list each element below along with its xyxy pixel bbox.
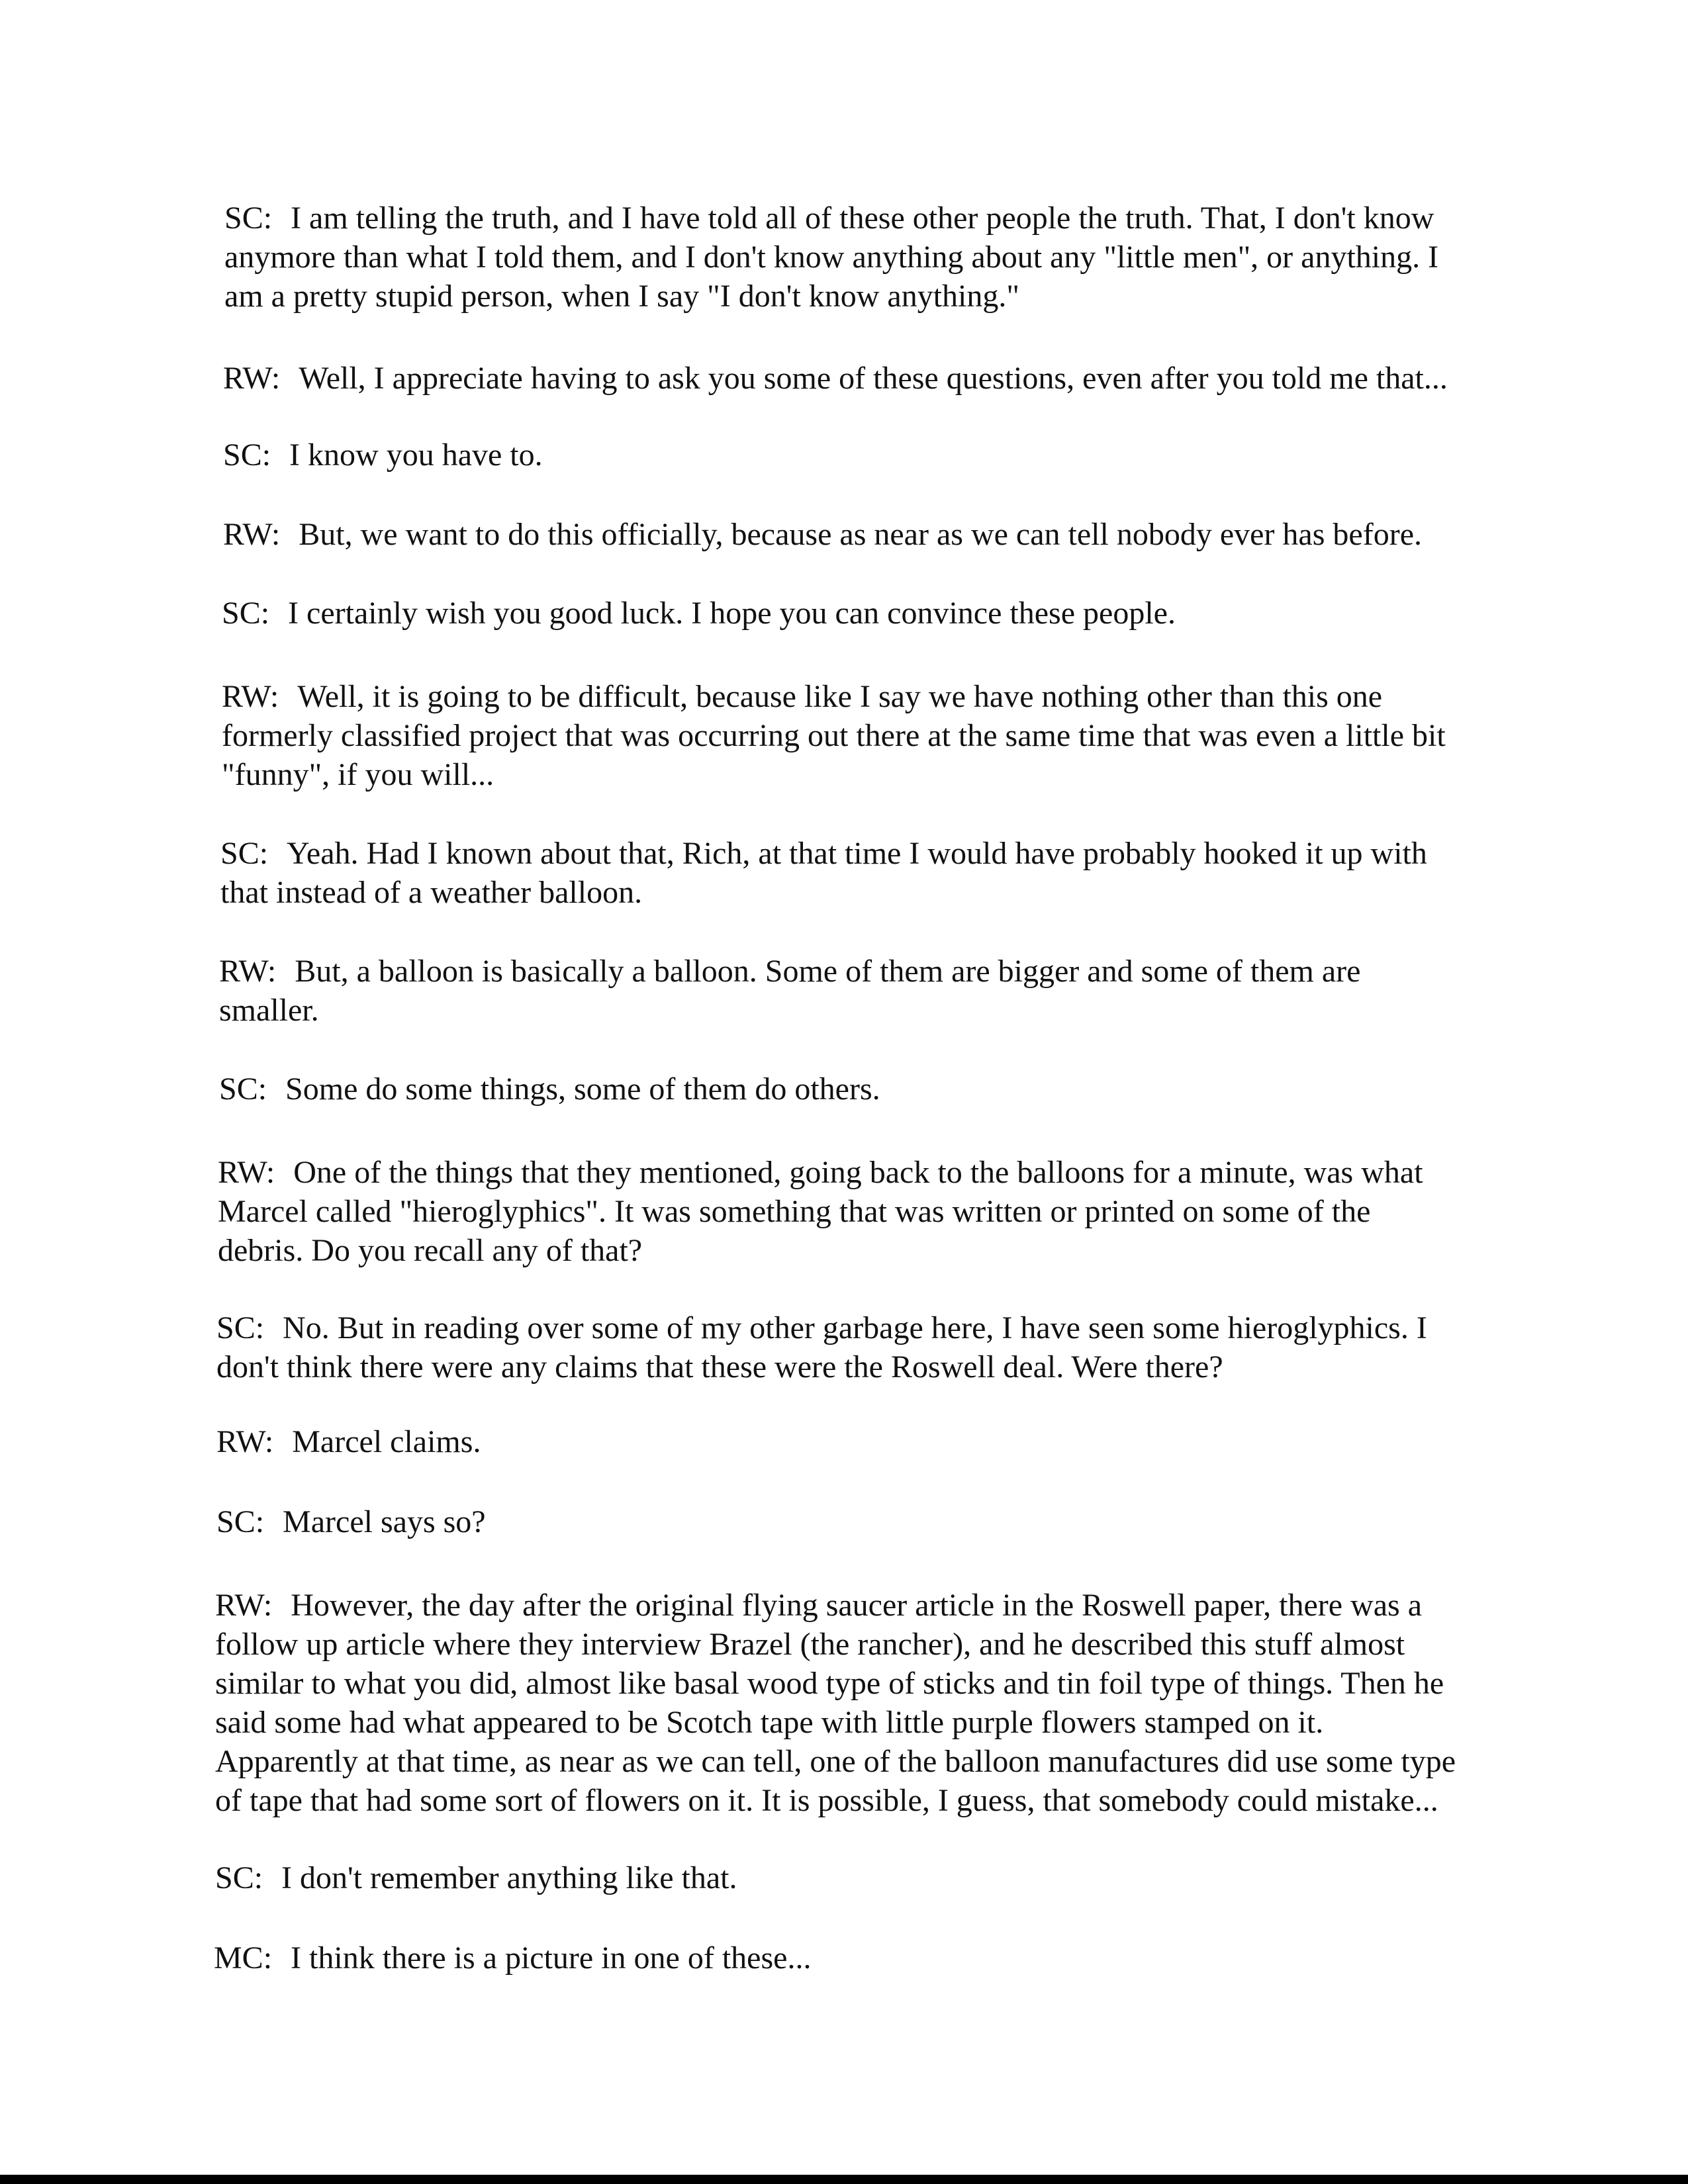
transcript-entry [216, 1502, 486, 1541]
transcript-entry [224, 199, 1438, 316]
scan-edge-divider [0, 2175, 1688, 2184]
speaker-label: RW: [223, 361, 281, 396]
speaker-label: MC: [214, 1940, 273, 1976]
transcript-entry [220, 834, 1427, 912]
transcript-line: said some had what appeared to be Scotch tape with little purple flowers stamped on it. [215, 1705, 1324, 1740]
speaker-label: RW: [216, 1424, 274, 1459]
transcript-line: similar to what you did, almost like basal wood type of sticks and tin foil type of things. Then he [215, 1666, 1444, 1701]
transcript-line: Well, I appreciate having to ask you some of these questions, even after you told me that... [299, 361, 1448, 396]
transcript-line: Yeah. Had I known about that, Rich, at that time I would have probably hooked it up with [287, 836, 1427, 871]
speaker-label: RW: [219, 954, 277, 989]
transcript-line: that instead of a weather balloon. [220, 875, 643, 910]
transcript-entry [216, 1308, 1427, 1387]
transcript-line: "funny", if you will... [222, 757, 494, 792]
speaker-label: RW: [223, 517, 281, 552]
transcript-entry [223, 515, 1422, 554]
speaker-label: RW: [222, 679, 279, 714]
transcript-line: smaller. [219, 993, 319, 1028]
transcript-entry [219, 1069, 880, 1109]
transcript-line: I am telling the truth, and I have told all of these other people the truth. That, I don't know [291, 201, 1434, 236]
transcript-entry [223, 435, 543, 475]
speaker-label: SC: [224, 201, 273, 236]
transcript-entry [214, 1938, 811, 1978]
transcript-line: formerly classified project that was occurring out there at the same time that was even a little bit [222, 718, 1446, 753]
transcript-line: Well, it is going to be difficult, because like I say we have nothing other than this one [297, 679, 1383, 714]
transcript-line: anymore than what I told them, and I don't know anything about any "little men", or anything. I [224, 240, 1439, 275]
speaker-label: SC: [223, 437, 271, 473]
transcript-line: Marcel called "hieroglyphics". It was something that was written or printed on some of the [218, 1194, 1371, 1229]
transcript-entry [218, 1153, 1423, 1270]
transcript-entry [222, 677, 1446, 794]
speaker-label: SC: [216, 1310, 265, 1345]
transcript-entry [216, 1422, 481, 1461]
transcript-entry [219, 952, 1360, 1030]
transcript-line: don't think there were any claims that these were the Roswell deal. Were there? [216, 1349, 1223, 1385]
transcript-line: Apparently at that time, as near as we can tell, one of the balloon manufactures did use some type [215, 1744, 1456, 1779]
transcript-line: No. But in reading over some of my other garbage here, I have seen some hieroglyphics. I [283, 1310, 1427, 1345]
speaker-label: SC: [219, 1071, 267, 1107]
transcript-entry [215, 1858, 737, 1897]
speaker-label: SC: [216, 1504, 265, 1539]
transcript-line: I certainly wish you good luck. I hope you can convince these people. [288, 596, 1176, 631]
transcript-line: I know you have to. [289, 437, 543, 473]
transcript-line: However, the day after the original flying saucer article in the Roswell paper, there was a [291, 1588, 1423, 1623]
speaker-label: SC: [215, 1860, 263, 1895]
speaker-label: RW: [218, 1155, 275, 1190]
speaker-label: SC: [220, 836, 269, 871]
transcript-line: One of the things that they mentioned, going back to the balloons for a minute, was what [293, 1155, 1423, 1190]
speaker-label: RW: [215, 1588, 273, 1623]
transcript-line: am a pretty stupid person, when I say "I don't know anything." [224, 279, 1019, 314]
speaker-label: SC: [222, 596, 270, 631]
transcript-entry [222, 594, 1176, 633]
transcript-line: I think there is a picture in one of these... [291, 1940, 812, 1976]
transcript-line: Marcel says so? [283, 1504, 486, 1539]
transcript-line: follow up article where they interview Brazel (the rancher), and he described this stuff almost [215, 1627, 1405, 1662]
transcript-line: I don't remember anything like that. [281, 1860, 737, 1895]
transcript-line: Some do some things, some of them do others. [285, 1071, 880, 1107]
transcript-entry [223, 359, 1448, 398]
transcript-line: But, a balloon is basically a balloon. Some of them are bigger and some of them are [295, 954, 1361, 989]
transcript-line: But, we want to do this officially, because as near as we can tell nobody ever has before. [299, 517, 1422, 552]
transcript-entry [215, 1586, 1456, 1820]
transcript-line: of tape that had some sort of flowers on it. It is possible, I guess, that somebody could mistake... [215, 1783, 1438, 1818]
transcript-line: debris. Do you recall any of that? [218, 1233, 643, 1268]
transcript-line: Marcel claims. [292, 1424, 481, 1459]
